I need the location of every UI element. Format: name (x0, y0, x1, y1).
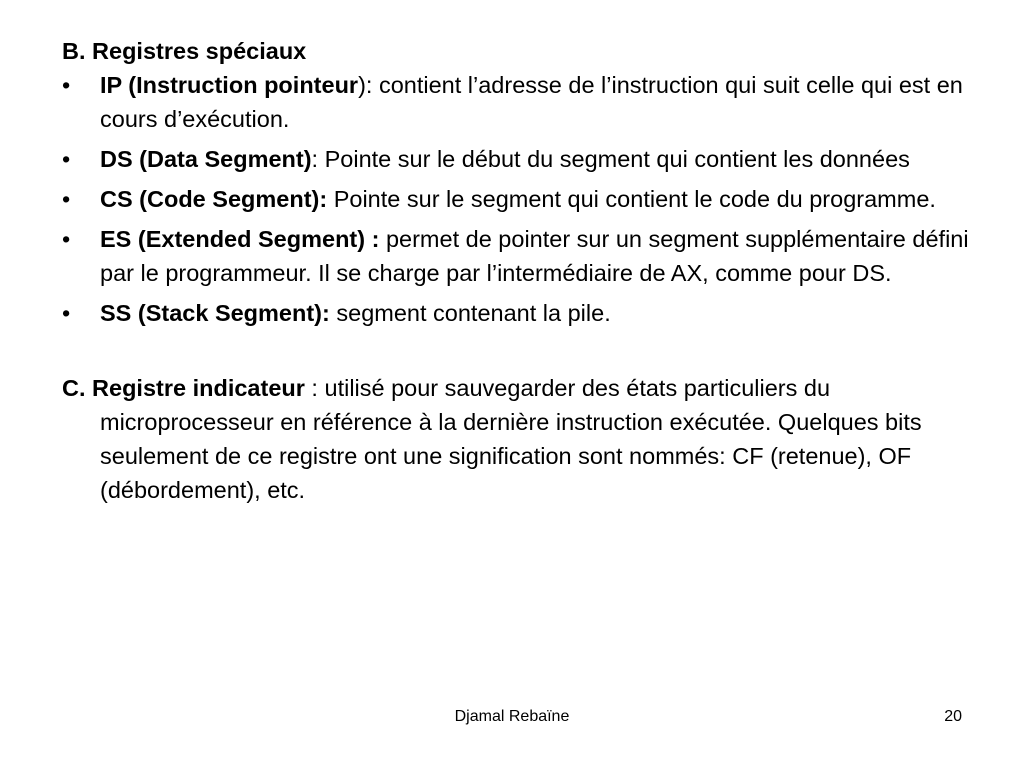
item-term: SS (Stack Segment): (100, 300, 330, 326)
bullet-icon: • (62, 186, 71, 212)
register-list (62, 68, 977, 330)
item-term: DS (Data Segment) (100, 146, 312, 172)
page-number: 20 (944, 708, 962, 725)
section-c-term: C. Registre indicateur (62, 375, 305, 401)
section-b-heading: B. Registres spéciaux (62, 38, 307, 64)
item-description: permet de pointer sur un segment supplémentaire défini par le programmeur. Il se charge par l’intermédiaire de AX, comme pour DS. (100, 226, 969, 286)
item-term: ES (Extended Segment) : (100, 226, 380, 252)
list-item-cs (62, 182, 977, 216)
item-description: : Pointe sur le début du segment qui contient les données (311, 146, 910, 172)
item-term: IP (Instruction pointeur (100, 72, 359, 98)
bullet-icon: • (62, 226, 71, 252)
section-c-description: : utilisé pour sauvegarder des états particuliers du microprocesseur en référence à la dernière instruction exécutée. Quelques bits seulement de ce registre ont une signification sont nommés: CF (retenue), OF (débordement), etc. (100, 375, 922, 503)
section-c-paragraph (62, 371, 977, 507)
list-item-ip (62, 68, 977, 136)
item-description: Pointe sur le segment qui contient le code du programme. (327, 186, 936, 212)
footer-author: Djamal Rebaïne (454, 708, 570, 725)
item-term: CS (Code Segment): (100, 186, 328, 212)
slide-content (62, 34, 977, 531)
item-description: ): contient l’adresse de l’instruction qui suit celle qui est en cours d’exécution. (100, 72, 963, 132)
list-item-es (62, 222, 977, 290)
bullet-icon: • (62, 300, 71, 326)
list-item-ss (62, 296, 977, 330)
list-item-ds (62, 142, 977, 176)
bullet-icon: • (62, 72, 71, 98)
bullet-icon: • (62, 146, 71, 172)
item-description: segment contenant la pile. (329, 300, 611, 326)
